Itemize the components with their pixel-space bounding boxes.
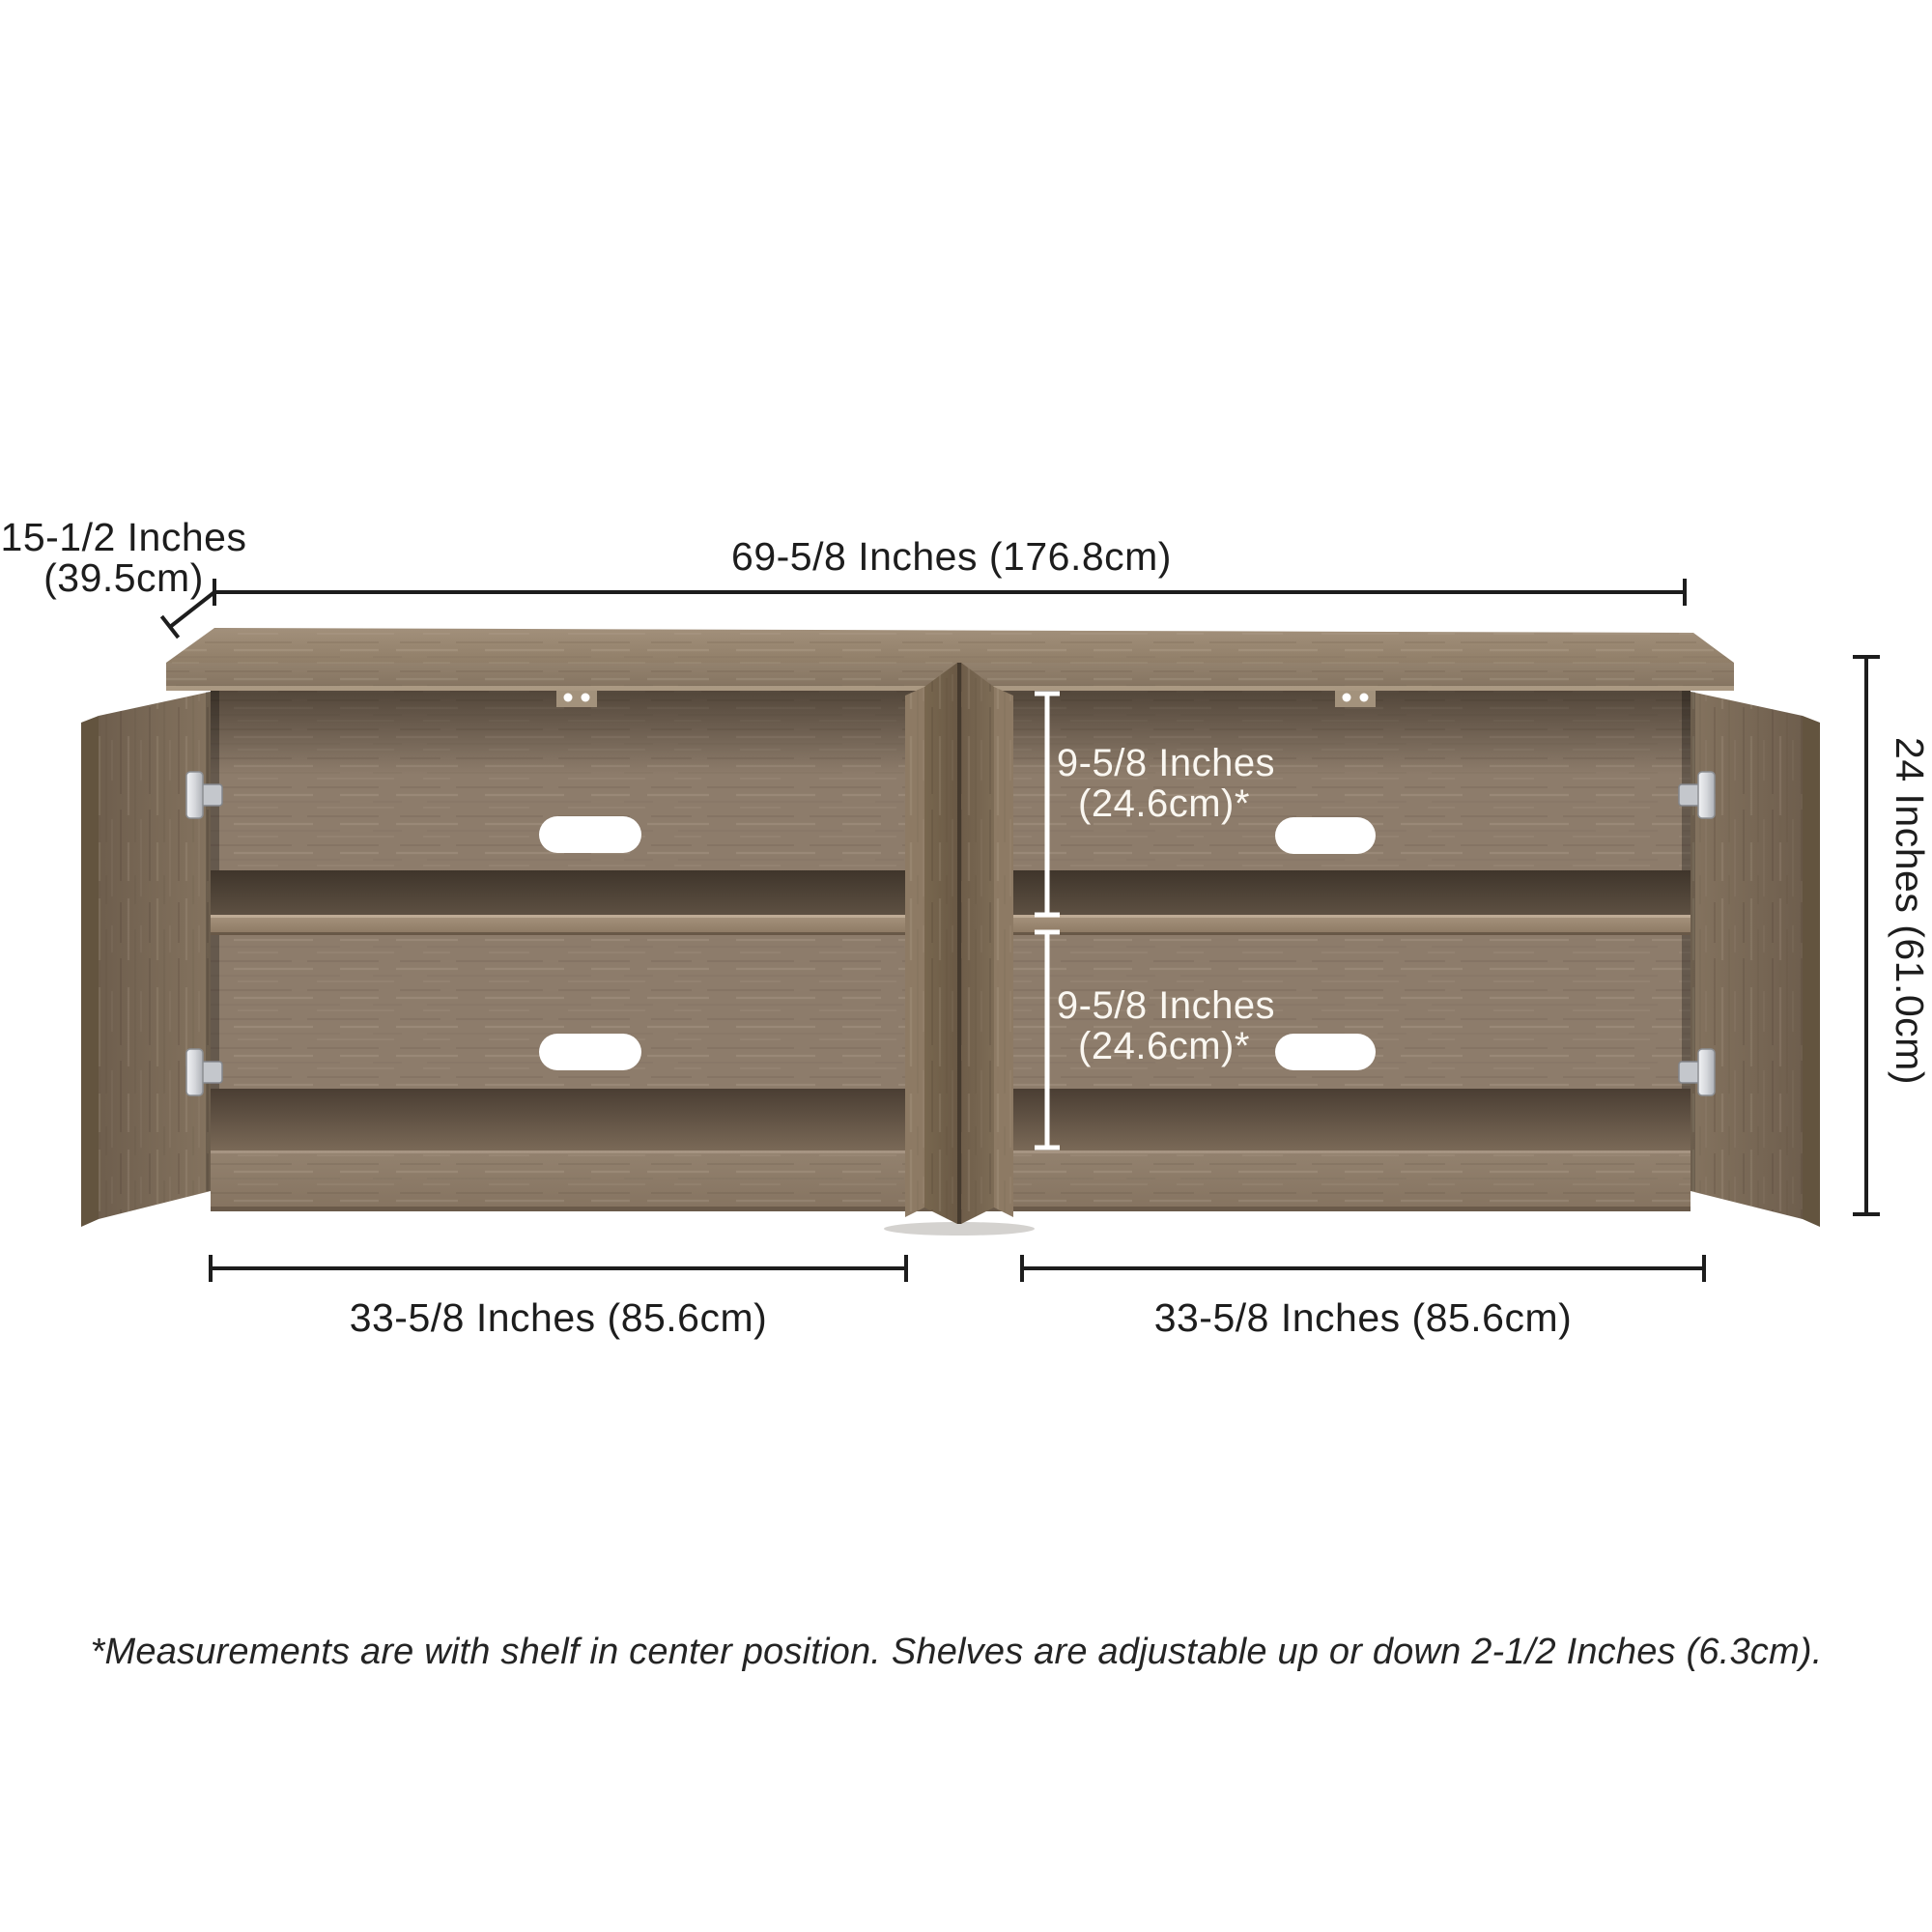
depth-label-line2: (39.5cm)	[43, 555, 204, 600]
lower-opening-label-line1: 9-5/8 Inches	[1056, 984, 1276, 1027]
lower-opening-label-line2: (24.6cm)*	[1078, 1025, 1250, 1067]
upper-opening-label-line2: (24.6cm)*	[1078, 782, 1250, 825]
overall-width-label: 69-5/8 Inches (176.8cm)	[731, 534, 1172, 579]
tv-stand-illustration	[81, 628, 1820, 1236]
overall-width-dimension	[214, 579, 1685, 606]
upper-opening-label-line1: 9-5/8 Inches	[1056, 742, 1276, 784]
right-door	[1679, 692, 1820, 1227]
left-cabinet-width-dimension	[211, 1255, 906, 1282]
cable-hole-upper-right	[1275, 817, 1376, 854]
overall-height-dimension	[1853, 657, 1880, 1214]
cable-hole-lower-left	[539, 1034, 641, 1070]
right-cabinet-width-label: 33-5/8 Inches (85.6cm)	[1153, 1295, 1573, 1340]
center-doors	[884, 663, 1035, 1236]
right-cabinet-width-dimension	[1022, 1255, 1704, 1282]
left-cabinet-width-label: 33-5/8 Inches (85.6cm)	[349, 1295, 768, 1340]
cable-hole-upper-left	[539, 816, 641, 853]
cable-hole-lower-right	[1275, 1034, 1376, 1070]
left-door	[81, 692, 222, 1227]
footnote: *Measurements are with shelf in center position. Shelves are adjustable up or down 2-1/2 Inches (6.3cm).	[90, 1632, 1823, 1672]
depth-label-line1: 15-1/2 Inches	[0, 515, 247, 559]
overall-height-label: 24 Inches (61.0cm)	[1888, 737, 1932, 1085]
